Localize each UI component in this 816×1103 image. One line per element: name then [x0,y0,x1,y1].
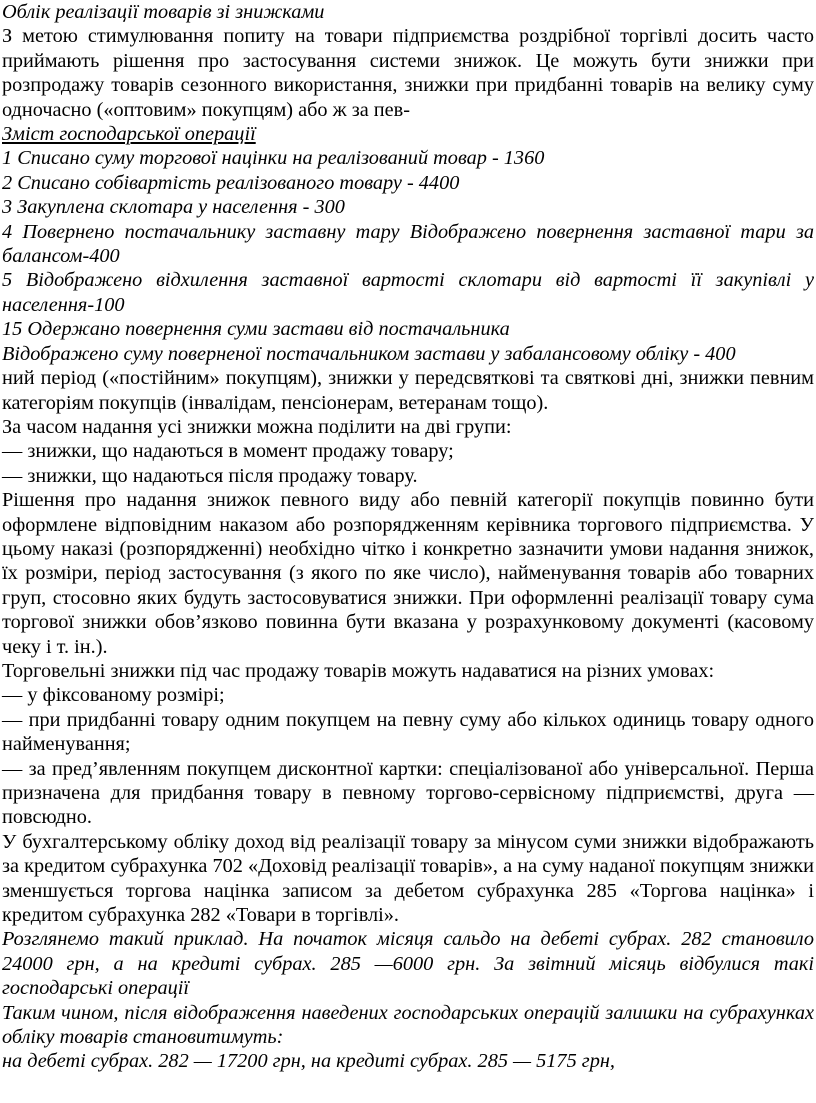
order-paragraph: Рішення про надання знижок певного виду або певній категорії покупців повинно бути оформлене відповідним наказом або розпорядженням керівника торгового підприємства. У цьому наказі (розпорядженні) необхідно чітко і конкретно зазначити умови надання знижок, їх розміри, період застосування (з якого по яке число), найменування товарів або товарних груп, стосовно яких будуть застосовуватися знижки. При оформленні реалізації товару сума торгової знижки обов’язково повинна бути вказана у розрахунковому документі (касовому чеку і т. ін.). [2,489,814,658]
list-item: — за пред’явленням покупцем дисконтної картки: спеціалізованої або універсальної. Перша призначена для придбання товару в певному торгово-сервісному підприємстві, друга — повсюдно. [2,757,814,829]
balances-line: на дебеті субрах. 282 — 17200 грн, на кредиті субрах. 285 — 5175 грн, [2,1050,615,1073]
operation-line-4: 4 Повернено постачальнику заставну тару Відображено повернення заставної тари за балансом-400 [2,220,814,268]
balances-paragraph: Таким чином, після відображення наведених господарських операцій залишки на субрахунках обліку товарів становитимуть: [2,1001,814,1049]
operation-line-2: 2 Списано собівартість реалізованого товару - 4400 [2,171,460,194]
conditions-intro: Торговельні знижки під час продажу товарів можуть надаватися на різних умовах: [2,659,715,682]
discounts-continuation-paragraph: ний період («постійним» покупцям), знижки у передсвяткові та святкові дні, знижки певним категоріям покупців (інвалідам, пенсіонерам, ветеранам тощо). [2,367,814,414]
operation-line-offbalance: Відображено суму поверненої постачальником застави у забалансовому обліку - 400 [2,342,736,365]
operation-line-15: 15 Одержано повернення суми застави від постачальника [2,318,510,341]
operation-line-3: 3 Закуплена склотара у населення - 300 [2,196,345,219]
operations-heading: Зміст господарської операції [2,123,256,146]
list-item: — знижки, що надаються в момент продажу товару; [2,440,454,463]
discount-groups-intro: За часом надання усі знижки можна поділити на дві групи: [2,415,512,438]
operation-line-1: 1 Списано суму торгової націнки на реалізований товар - 1360 [2,147,545,170]
accounting-paragraph: У бухгалтерському обліку доход від реалізації товару за мінусом суми знижки відображають за кредитом субрахунка 702 «Доховід реалізації товарів», а на суму наданої покупцям знижки зменшується торгова націнка записом за дебетом субрахунка 285 «Торгова націнка» і кредитом субрахунка 282 «Товари в торгівлі». [2,830,814,927]
operation-line-5: 5 Відображено відхилення заставної вартості склотари від вартості її закупівлі у населення-100 [2,269,814,316]
list-item: — при придбанні товару одним покупцем на певну суму або кількох одиниць товару одного найменування; [2,708,814,756]
intro-paragraph: З метою стимулювання попиту на товари підприємства роздрібної торгівлі досить часто приймають рішення про застосування системи знижок. Це можуть бути знижки при розпродажу товарів сезонного використання, знижки при придбанні товарів на велику суму одночасно («оптовим» покупцям) або ж за пев- [2,25,814,121]
document-heading: Облік реалізації товарів зі знижками [2,1,325,23]
example-paragraph: Розглянемо такий приклад. На початок місяця сальдо на дебеті субрах. 282 становило 24000 грн, а на кредиті субрах. 285 —6000 грн. За звітний місяць відбулися такі господарські операції [2,928,814,1000]
list-item: — у фіксованому розмірі; [2,684,225,707]
list-item: — знижки, що надаються після продажу товару. [2,464,418,487]
